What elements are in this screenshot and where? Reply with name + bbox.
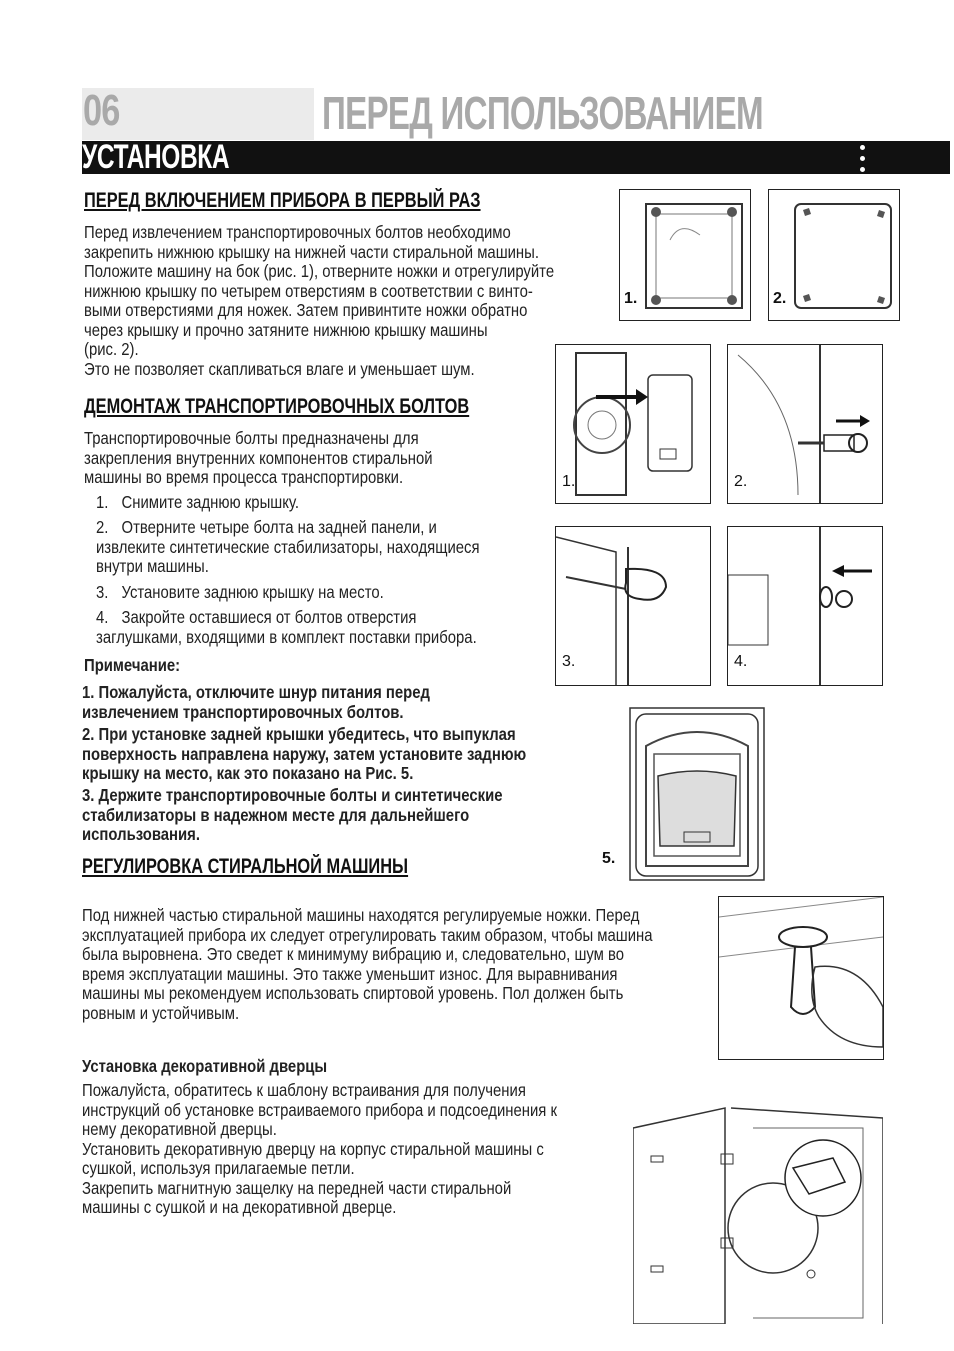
figure-bolt-step-4 (727, 526, 883, 686)
figure-leveling-foot (718, 896, 884, 1060)
note-title: Примечание: (84, 655, 181, 675)
step-item (96, 518, 480, 538)
bolt-step-4-drawing (728, 527, 882, 685)
leveling-line: Под нижней частью стиральной машины находятся регулируемые ножки. Перед (82, 905, 640, 925)
door-line: машины с сушкой и на декоративной дверце. (82, 1197, 397, 1217)
door-heading: Установка декоративной дверцы (82, 1056, 328, 1076)
page-title: ПЕРЕД ИСПОЛЬЗОВАНИЕМ (322, 87, 763, 139)
figure-label: 4. (734, 653, 748, 670)
door-line: инструкций об установке встраиваемого прибора и подсоединения к (82, 1099, 557, 1120)
leveling-line: эксплуатацией прибора их следует отрегулировать таким образом, чтобы машина (82, 924, 653, 945)
door-line: Закрепить магнитную защелку на передней части стиральной (82, 1177, 512, 1198)
step-text: внутри машины. (96, 556, 209, 576)
figure-bolt-step-3 (555, 526, 711, 686)
step-number: 4. (96, 607, 109, 627)
leveling-foot-drawing (719, 897, 883, 1059)
figure-label: 3. (562, 653, 576, 670)
first-use-line: закрепить нижнюю крышку на нижней части стиральной машины. (84, 241, 539, 262)
figure-bottom-cover-2 (768, 189, 900, 321)
first-use-heading: ПЕРЕД ВКЛЮЧЕНИЕМ ПРИБОРА В ПЕРВЫЙ РАЗ (84, 189, 481, 212)
first-use-line: Положите машину на бок (рис. 1), отверните ножки и отрегулируйте (84, 261, 555, 281)
decorative-door-drawing (633, 1098, 883, 1324)
page-number: 06 (83, 86, 120, 135)
bolts-steps (96, 583, 384, 603)
step-item (96, 608, 477, 628)
figure-decorative-door (633, 1098, 883, 1324)
step-text: Установите заднюю крышку на место. (121, 582, 384, 602)
leveling-line: была выровнена. Это сведет к минимуму вибрацию и, следовательно, шум во (82, 944, 625, 964)
note-1 (82, 683, 430, 722)
leveling-line: машины мы рекомендуем использовать спиртовой уровень. Пол должен быть (82, 983, 624, 1003)
bottom-cover-2-drawing (769, 190, 899, 320)
back-cover-drawing (628, 706, 766, 882)
section-dots-icon (860, 145, 868, 178)
first-use-line: выми отверстиями для ножек. Затем привинтите ножки обратно (84, 300, 528, 320)
figure-label: 2. (734, 473, 748, 490)
figure-bolt-step-1 (555, 344, 711, 504)
note-3 (82, 786, 503, 845)
step-text: Снимите заднюю крышку. (121, 492, 299, 512)
leveling-line: время эксплуатации машины. Это также уменьшит износ. Для выравнивания (82, 963, 618, 984)
note-line: стабилизаторы в надежном месте для дальнейшего (82, 804, 470, 825)
door-line: нему декоративной дверцы. (82, 1119, 277, 1139)
figure-label: 1. (562, 473, 576, 490)
bolt-step-2-drawing (728, 345, 882, 503)
leveling-heading: РЕГУЛИРОВКА СТИРАЛЬНОЙ МАШИНЫ (82, 855, 409, 878)
bolts-intro-line: Транспортировочные болты предназначены для (84, 428, 419, 448)
note-line: 2. При установке задней крышки убедитесь, что выпуклая (82, 724, 516, 744)
bolts-intro-line: закрепления внутренних компонентов стиральной (84, 447, 433, 468)
note-line: 3. Держите транспортировочные болты и синтетические (82, 785, 503, 805)
door-line: Установить декоративную дверцу на корпус стиральной машины с (82, 1138, 544, 1159)
bolts-heading: ДЕМОНТАЖ ТРАНСПОРТИРОВОЧНЫХ БОЛТОВ (84, 395, 470, 418)
bottom-cover-1-drawing (620, 190, 750, 320)
bolts-steps (96, 518, 480, 577)
step-number: 1. (96, 492, 109, 512)
step-number: 2. (96, 517, 109, 537)
step-text: Отверните четыре болта на задней панели, и (121, 517, 437, 537)
note-line: 1. Пожалуйста, отключите шнур питания перед (82, 682, 430, 702)
bolts-steps (96, 608, 477, 647)
first-use-line: Перед извлечением транспортировочных болтов необходимо (84, 222, 511, 242)
leveling-line: ровным и устойчивым. (82, 1002, 240, 1023)
first-use-line: Это не позволяет скапливаться влаге и уменьшает шум. (84, 358, 475, 379)
figure-bolt-step-2 (727, 344, 883, 504)
step-item (96, 583, 384, 603)
figure-bottom-cover-1 (619, 189, 751, 321)
step-number: 3. (96, 582, 109, 602)
bolt-step-3-drawing (556, 527, 710, 685)
section-title: УСТАНОВКА (82, 138, 230, 176)
step-item (96, 493, 299, 513)
first-use-line: (рис. 2). (84, 339, 139, 359)
leveling-text (82, 906, 653, 1023)
door-line: сушкой, используя прилагаемые петли. (82, 1158, 355, 1178)
bolts-steps (96, 493, 299, 513)
note-line: поверхность направлена наружу, затем установите заднюю (82, 743, 527, 764)
bolts-intro (84, 429, 433, 488)
first-use-line: нижнюю крышку по четырем отверстиям в соответствии с винто- (84, 280, 533, 301)
note-line: извлечением транспортировочных болтов. (82, 701, 404, 722)
door-text (82, 1081, 557, 1218)
figure-label: 1. (624, 290, 638, 307)
step-text: заглушками, входящими в комплект поставки прибора. (96, 626, 477, 647)
bolt-step-1-drawing (556, 345, 710, 503)
step-text: Закройте оставшиеся от болтов отверстия (121, 607, 417, 627)
note-line: крышку на место, как это показано на Рис. 5. (82, 763, 414, 783)
first-use-text (84, 223, 554, 379)
figure-label: 5. (602, 850, 616, 867)
note-line: использования. (82, 824, 200, 844)
step-text: извлеките синтетические стабилизаторы, находящиеся (96, 536, 480, 557)
first-use-line: через крышку и прочно затяните нижнюю крышку машины (84, 319, 488, 340)
bolts-intro-line: машины во время процесса транспортировки. (84, 467, 404, 487)
figure-back-cover (628, 706, 766, 882)
door-line: Пожалуйста, обратитесь к шаблону встраивания для получения (82, 1080, 526, 1100)
figure-label: 2. (773, 290, 787, 307)
note-2 (82, 725, 526, 784)
